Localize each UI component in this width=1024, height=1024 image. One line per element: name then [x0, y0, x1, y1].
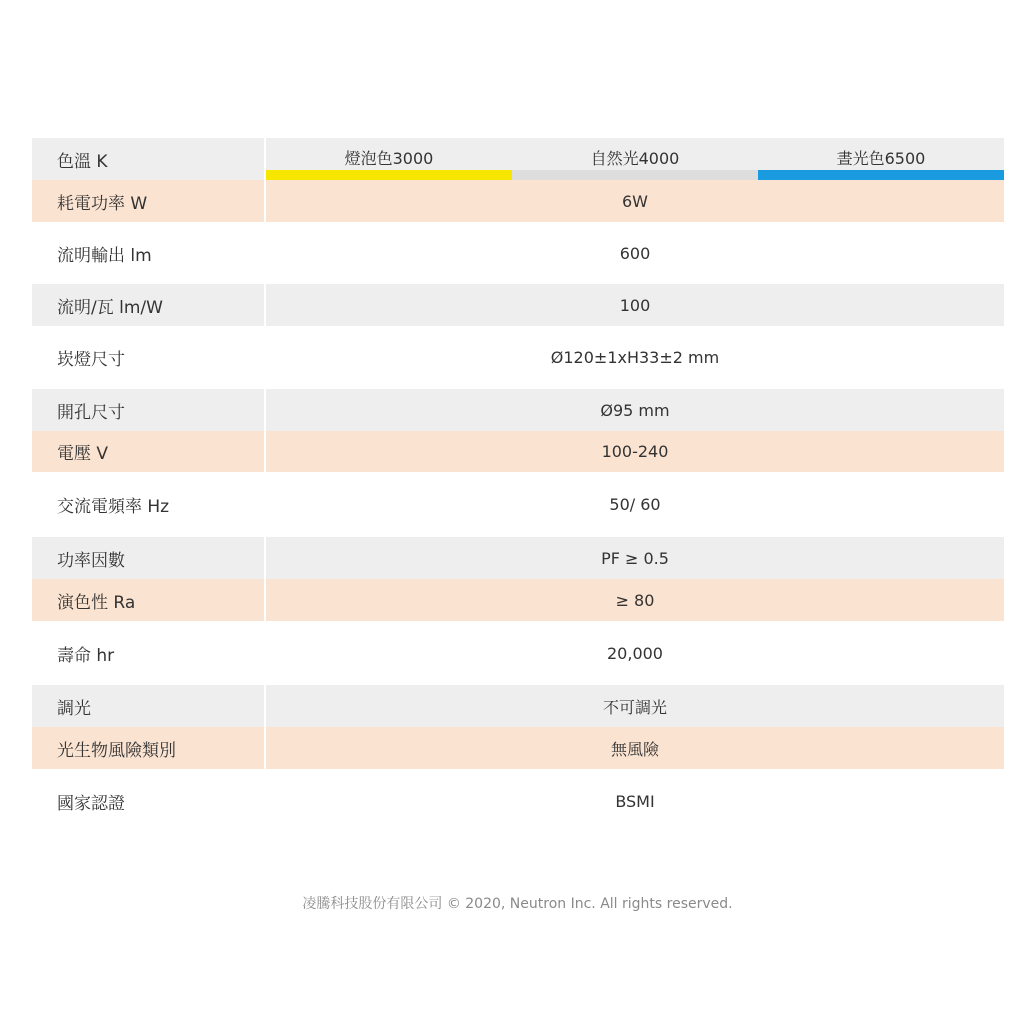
spec-row-color-temp: [32, 138, 1004, 180]
spec-row-voltage: [32, 431, 1004, 472]
spec-value: 100-240: [601, 442, 669, 461]
spec-value: ≥ 80: [615, 590, 655, 610]
spec-label: 耗電功率 W: [32, 180, 266, 222]
spec-row-lifespan: [32, 621, 1004, 685]
spec-row-cri: [32, 579, 1004, 621]
spec-label: 壽命 hr: [32, 621, 266, 685]
spec-value: 無風險: [610, 739, 659, 759]
spec-label: 電壓 V: [32, 431, 266, 472]
spec-value: PF ≥ 0.5: [601, 548, 669, 568]
spec-label: 流明/瓦 lm/W: [32, 284, 266, 326]
spec-value: 100: [619, 295, 651, 315]
spec-value: Ø120±1xH33±2 mm: [550, 348, 720, 367]
color-temp-daylight: [758, 138, 1004, 180]
spec-table: [32, 138, 1004, 834]
color-temp-options: [266, 138, 1004, 180]
color-temp-warm-label: 燈泡色3000: [344, 148, 434, 168]
spec-label: 調光: [32, 685, 266, 727]
color-temp-natural-label: 自然光4000: [590, 148, 680, 168]
spec-value: 20,000: [607, 643, 663, 663]
color-temp-daylight-bar: [758, 170, 1004, 180]
spec-row-frequency: [32, 472, 1004, 537]
spec-row-power-factor: [32, 537, 1004, 579]
spec-value: 6W: [622, 191, 648, 211]
spec-label: 光生物風險類別: [32, 727, 266, 769]
spec-row-efficacy: [32, 284, 1004, 326]
spec-row-fixture-size: [32, 326, 1004, 389]
spec-value: 50/ 60: [609, 495, 661, 514]
spec-label: 流明輸出 lm: [32, 222, 266, 284]
spec-label: 國家認證: [32, 769, 266, 834]
spec-label: 崁燈尺寸: [32, 326, 266, 389]
spec-label: 功率因數: [32, 537, 266, 579]
copyright-footer: 凌騰科技股份有限公司 © 2020, Neutron Inc. All rights reserved.: [302, 896, 733, 912]
color-temp-natural: [512, 138, 758, 180]
color-temp-warm: [266, 138, 512, 180]
spec-row-photobio-risk: [32, 727, 1004, 769]
spec-label: 交流電頻率 Hz: [32, 472, 266, 537]
spec-label-color-temp: 色溫 K: [32, 138, 266, 180]
spec-label: 開孔尺寸: [32, 389, 266, 431]
spec-label: 演色性 Ra: [32, 579, 266, 621]
color-temp-warm-bar: [266, 170, 512, 180]
spec-value: BSMI: [615, 792, 655, 811]
spec-row-dimming: [32, 685, 1004, 727]
spec-value: 不可調光: [602, 697, 667, 717]
spec-row-lumen: [32, 222, 1004, 284]
spec-row-power: [32, 180, 1004, 222]
spec-value: Ø95 mm: [600, 400, 670, 420]
spec-row-certification: [32, 769, 1004, 834]
color-temp-daylight-label: 晝光色6500: [836, 148, 926, 168]
spec-value: 600: [619, 243, 651, 263]
spec-row-cutout-size: [32, 389, 1004, 431]
color-temp-natural-bar: [512, 170, 758, 180]
